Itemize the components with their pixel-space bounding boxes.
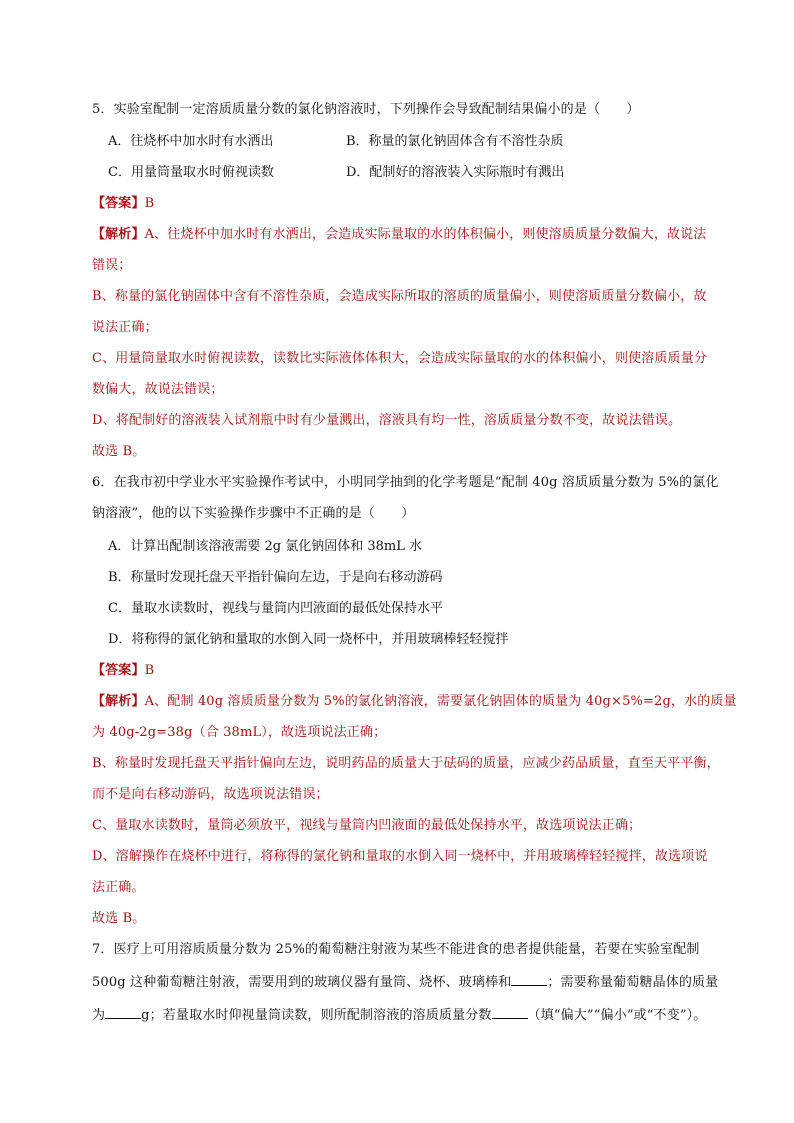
q6-stem: 6．在我市初中学业水平实验操作考试中，小明同学抽到的化学考题是“配制 40g 溶质质量分数为 5%的氯化	[92, 475, 719, 490]
q6-option-c: C．量取水读数时，视线与量筒内凹液面的最低处保持水平	[108, 601, 443, 616]
q5-analysis-line	[92, 225, 706, 245]
q5-analysis-text: A、往烧杯中加水时有水洒出，会造成实际量取的水的体积偏小，则使溶质质量分数偏大，故说法	[144, 227, 707, 242]
q5-option-d: D．配制好的溶液装入实际瓶时有溅出	[346, 165, 565, 180]
q7-stem: 7．医疗上可用溶质质量分数为 25%的葡萄糖注射液为某些不能进食的患者提供能量，若要在实验室配制	[92, 942, 700, 957]
q7-stem	[92, 1006, 706, 1026]
q7-text: 500g 这种葡萄糖注射液，需要用到的玻璃仪器有量筒、烧杯、玻璃棒和	[92, 975, 512, 990]
answer-blank	[105, 1006, 141, 1019]
q5-option-b: B．称量的氯化钠固体含有不溶性杂质	[346, 134, 564, 149]
q6-option-b: B．称量时发现托盘天平指针偏向左边，于是向右移动游码	[108, 570, 443, 585]
q6-analysis-line: C、量取水读数时，量筒必须放平，视线与量筒内凹液面的最低处保持水平，故选项说法正确；	[92, 818, 642, 833]
answer-label: 【答案】	[92, 196, 145, 211]
q5-analysis-line: 数偏大，故说法错误；	[92, 382, 224, 397]
q6-analysis-line	[92, 692, 737, 712]
q5-analysis-line: 说法正确；	[92, 320, 158, 335]
q5-analysis-line: D、将配制好的溶液装入试剂瓶中时有少量溅出，溶液具有均一性，溶质质量分数不变，故说法错误。	[92, 413, 682, 428]
q6-analysis-line: 而不是向右移动游码，故选项说法错误；	[92, 787, 329, 802]
answer-value: B	[144, 196, 155, 211]
answer-blank	[511, 973, 547, 986]
q7-text: 为	[92, 1008, 106, 1023]
q7-text: g；若量取水时仰视量筒读数，则所配制溶液的溶质质量分数	[141, 1008, 492, 1023]
q7-stem	[92, 973, 718, 993]
q6-analysis-line: D、溶解操作在烧杯中进行，将称得的氯化钠和量取的水倒入同一烧杯中，并用玻璃棒轻轻搅拌，故选项说	[92, 849, 708, 864]
q6-analysis-line: B、称量时发现托盘天平指针偏向左边，说明药品的质量大于砝码的质量，应减少药品质量，直至天平平衡，	[92, 756, 720, 771]
answer-blank	[492, 1006, 528, 1019]
analysis-label: 【解析】	[92, 227, 145, 242]
q6-option-d: D．将称得的氯化钠和量取的水倒入同一烧杯中，并用玻璃棒轻轻搅拌	[108, 632, 509, 647]
q5-analysis-line: C、用量筒量取水时俯视读数，读数比实际液体体积大，会造成实际量取的水的体积偏小，则使溶质质量分	[92, 351, 707, 366]
answer-value: B	[144, 663, 155, 678]
q5-analysis-line: B、称量的氯化钠固体中含有不溶性杂质，会造成实际所取的溶质的质量偏小，则使溶质质量分数偏小，故	[92, 289, 707, 304]
q5-analysis-line: 错误；	[92, 258, 132, 273]
q5-option-a: A．往烧杯中加水时有水洒出	[108, 134, 274, 149]
q6-analysis-line: 为 40g-2g=38g（合 38mL），故选项说法正确；	[92, 725, 387, 740]
answer-label: 【答案】	[92, 663, 145, 678]
q6-conclusion: 故选 B。	[92, 911, 146, 926]
q7-text: （填“偏大”“偏小”或“不变”）。	[527, 1008, 707, 1023]
q6-option-a: A．计算出配制该溶液需要 2g 氯化钠固体和 38mL 水	[108, 539, 423, 554]
q5-option-c: C．用量筒量取水时俯视读数	[108, 165, 274, 180]
q6-answer	[92, 661, 154, 681]
q5-answer	[92, 194, 154, 214]
q5-stem: 5．实验室配制一定溶质质量分数的氯化钠溶液时，下列操作会导致配制结果偏小的是（ ）	[92, 102, 640, 117]
q7-text: ；需要称量葡萄糖晶体的质量	[547, 975, 719, 990]
q6-analysis-line: 法正确。	[92, 880, 145, 895]
analysis-label: 【解析】	[92, 694, 145, 709]
q6-analysis-text: A、配制 40g 溶质质量分数为 5%的氯化钠溶液，需要氯化钠固体的质量为 40g×5%=2g，水的质量	[144, 694, 737, 709]
q6-stem: 钠溶液”，他的以下实验操作步骤中不正确的是（ ）	[92, 506, 415, 521]
q5-conclusion: 故选 B。	[92, 444, 146, 459]
